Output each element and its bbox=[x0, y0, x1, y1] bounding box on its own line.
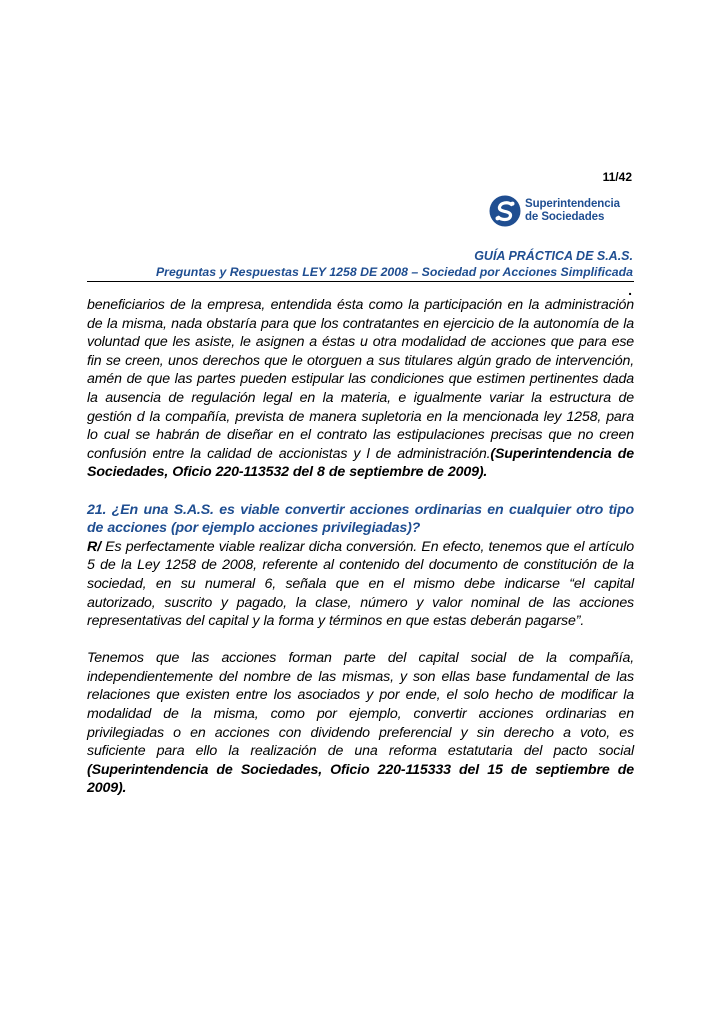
question-heading: 21. ¿En una S.A.S. es viable convertir acciones ordinarias en cualquier otro tipo de acciones (por ejemplo acciones privilegiadas)? bbox=[87, 501, 634, 537]
logo-text bbox=[525, 198, 620, 224]
guide-subtitle: Preguntas y Respuestas LEY 1258 DE 2008 – Sociedad por Acciones Simplificada bbox=[155, 265, 633, 279]
paragraph-text: beneficiarios de la empresa, entendida ésta como la participación en la administración de la misma, nada obstaría para que los contratantes en ejercicio de la autonomía de la voluntad que les asiste, le asignen a éstas u otra modalidad de acciones que para ese fin se creen, unos derechos que le otorguen a sus titulares algún grado de intervención, amén de que las partes pueden estipular las condiciones que estimen pertinentes dada la ausencia de regulación legal en la materia, e igualmente variar la estructura de gestión d la compañía, prevista de manera supletoria en la mencionada ley 1258, para lo cual se habrán de diseñar en el contrato las estipulaciones precisas que no creen confusión entre la calidad de accionistas y l de administración. bbox=[87, 297, 634, 462]
continuation-dot: . bbox=[628, 282, 632, 298]
answer-prefix: R/ bbox=[87, 538, 101, 555]
logo-line-2: de Sociedades bbox=[525, 211, 605, 223]
superintendencia-logo bbox=[489, 195, 639, 229]
paragraph-conclusion bbox=[87, 649, 634, 798]
page-number: 11/42 bbox=[602, 170, 632, 184]
superintendencia-logo-icon bbox=[489, 195, 521, 227]
paragraph-gap bbox=[87, 482, 634, 501]
document-body bbox=[87, 296, 634, 798]
header-divider bbox=[87, 281, 634, 282]
answer-paragraph bbox=[87, 538, 634, 631]
paragraph-continuation bbox=[87, 296, 634, 482]
citation: (Superintendencia de Sociedades, Oficio 220-115333 del 15 de septiembre de 2009). bbox=[87, 761, 634, 797]
paragraph-gap bbox=[87, 631, 634, 650]
logo-line-1: Superintendencia bbox=[525, 198, 620, 210]
paragraph-text: Tenemos que las acciones forman parte del capital social de la compañía, independientemente del nombre de las mismas, y son ellas base fundamental de las relaciones que existen entre los asociados y por ende, el solo hecho de modificar la modalidad de la misma, como por ejemplo, convertir acciones ordinarias en privilegiadas o en acciones con dividendo preferencial y sin derecho a voto, es suficiente para ello la realización de una reforma estatutaria del pacto social bbox=[87, 650, 634, 760]
citation: (Superintendencia de Sociedades, Oficio 220-113532 del 8 de septiembre de 2009). bbox=[87, 445, 634, 481]
guide-title: GUÍA PRÁCTICA DE S.A.S. bbox=[474, 249, 633, 263]
answer-text: Es perfectamente viable realizar dicha conversión. En efecto, tenemos que el artículo 5 de la Ley 1258 de 2008, referente al contenido del documento de constitución de la sociedad, en su numeral 6, señala que en el mismo debe indicarse “el capital autorizado, suscrito y pagado, la clase, número y valor nominal de las acciones representativas del capital y la forma y términos en que estas deberán pagarse”. bbox=[87, 538, 634, 630]
